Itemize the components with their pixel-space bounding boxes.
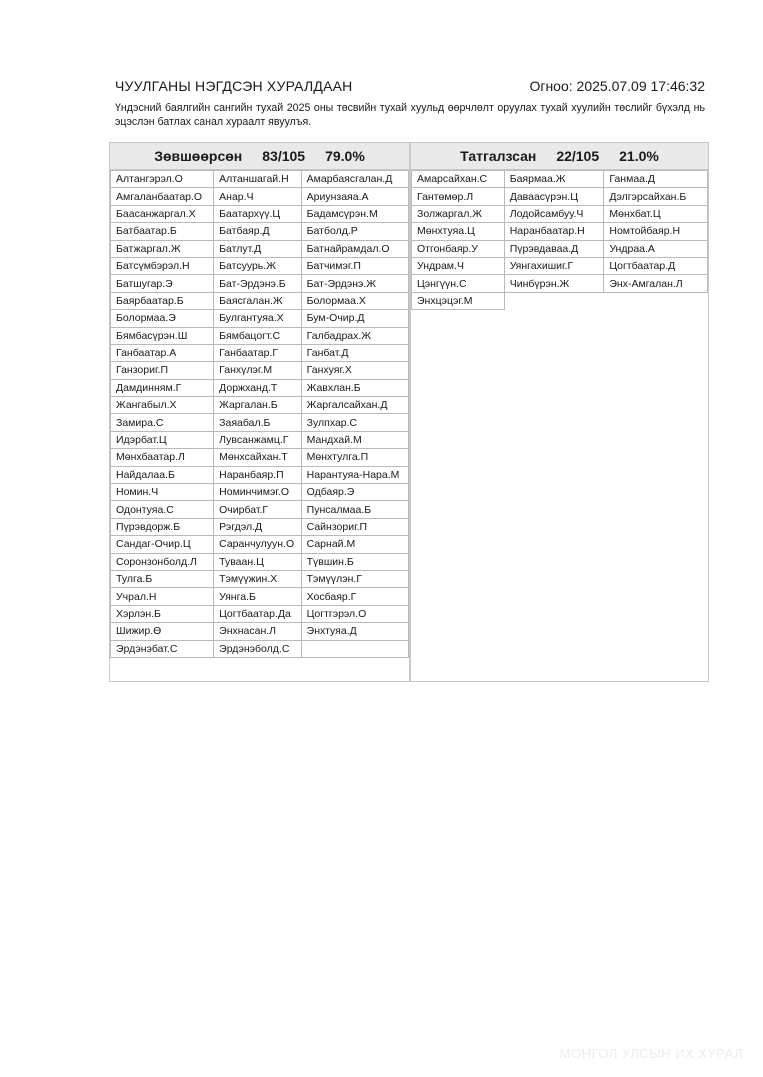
yes-voter-name-cell: Сайнзориг.П (301, 518, 408, 535)
yes-voter-name-cell: Доржханд.Т (214, 379, 302, 396)
no-votes-panel (410, 142, 709, 682)
yes-voter-name-cell: Баясгалан.Ж (214, 292, 302, 309)
yes-voter-name-cell: Цогтгэрэл.О (301, 605, 408, 622)
no-count: 22/105 (556, 148, 600, 164)
yes-voter-name-cell: Амарбаясгалан.Д (301, 171, 408, 188)
yes-voter-name-cell: Тулга.Б (111, 570, 214, 587)
yes-voter-row (111, 397, 409, 414)
no-voter-name-cell: Цогтбаатар.Д (604, 257, 708, 274)
no-voter-name-cell: Золжаргал.Ж (412, 205, 505, 222)
yes-voter-row (111, 501, 409, 518)
yes-voter-name-cell: Сандаг-Очир.Ц (111, 536, 214, 553)
yes-voter-name-cell: Саранчулуун.О (214, 536, 302, 553)
yes-voter-row (111, 205, 409, 222)
yes-voter-name-cell: Ганбаатар.Г (214, 344, 302, 361)
yes-voter-name-cell: Батжаргал.Ж (111, 240, 214, 257)
yes-voter-name-cell: Баатархүү.Ц (214, 205, 302, 222)
yes-percent: 79.0% (325, 148, 365, 164)
yes-voter-name-cell: Ганбаатар.А (111, 344, 214, 361)
no-voter-row (412, 223, 708, 240)
no-voter-name-cell: Отгонбаяр.У (412, 240, 505, 257)
yes-voter-name-cell: Ганхуяг.Х (301, 362, 408, 379)
yes-voter-row (111, 623, 409, 640)
no-voter-name-cell: Баярмаа.Ж (504, 171, 604, 188)
yes-votes-table (110, 170, 409, 658)
yes-voter-row (111, 570, 409, 587)
no-voter-name-cell: Энх-Амгалан.Л (604, 275, 708, 292)
yes-voter-name-cell: Соронзонболд.Л (111, 553, 214, 570)
yes-voter-name-cell: Түвшин.Б (301, 553, 408, 570)
yes-voter-name-cell: Ганхүлэг.М (214, 362, 302, 379)
yes-voter-row (111, 171, 409, 188)
yes-voter-name-cell: Эрдэнэболд.С (214, 640, 302, 657)
yes-voter-row (111, 414, 409, 431)
yes-voter-name-cell: Батбаяр.Д (214, 223, 302, 240)
yes-voter-name-cell: Шижир.Ө (111, 623, 214, 640)
no-voter-name-cell: Даваасүрэн.Ц (504, 188, 604, 205)
yes-voter-name-cell: Рэгдэл.Д (214, 518, 302, 535)
no-voter-name-cell: Ундрам.Ч (412, 257, 505, 274)
yes-voter-name-cell: Бат-Эрдэнэ.Б (214, 275, 302, 292)
yes-voter-name-cell: Тэмүүжин.Х (214, 570, 302, 587)
no-voter-row (412, 205, 708, 222)
yes-voter-name-cell: Баасанжаргал.Х (111, 205, 214, 222)
no-voter-row (412, 292, 708, 309)
yes-voter-row (111, 257, 409, 274)
yes-voter-name-cell: Жаргалан.Б (214, 397, 302, 414)
yes-voter-name-cell: Бум-Очир.Д (301, 310, 408, 327)
yes-voter-row (111, 518, 409, 535)
yes-count: 83/105 (262, 148, 306, 164)
yes-votes-header (110, 143, 409, 170)
no-voter-row (412, 188, 708, 205)
yes-voter-name-cell: Батшугар.Э (111, 275, 214, 292)
no-voter-name-cell: Уянгахишиг.Г (504, 257, 604, 274)
yes-voter-name-cell: Нарантуяа-Нара.М (301, 466, 408, 483)
no-percent: 21.0% (619, 148, 659, 164)
no-voter-name-cell: Мөнхтуяа.Ц (412, 223, 505, 240)
yes-voter-name-cell: Батсуурь.Ж (214, 257, 302, 274)
yes-voter-row (111, 327, 409, 344)
yes-voter-row (111, 449, 409, 466)
yes-voter-name-cell: Зулпхар.С (301, 414, 408, 431)
yes-voter-row (111, 605, 409, 622)
no-voter-row (412, 171, 708, 188)
yes-voter-name-cell: Болормаа.Э (111, 310, 214, 327)
yes-voter-name-cell: Номин.Ч (111, 484, 214, 501)
yes-voter-name-cell: Идэрбат.Ц (111, 431, 214, 448)
yes-voter-row (111, 223, 409, 240)
yes-voter-name-cell: Заяабал.Б (214, 414, 302, 431)
yes-voter-name-cell: Амгаланбаатар.О (111, 188, 214, 205)
yes-voter-name-cell: Галбадрах.Ж (301, 327, 408, 344)
yes-voter-row (111, 275, 409, 292)
yes-voter-name-cell: Хосбаяр.Г (301, 588, 408, 605)
yes-voter-name-cell: Бямбасүрэн.Ш (111, 327, 214, 344)
yes-voter-name-cell: Бат-Эрдэнэ.Ж (301, 275, 408, 292)
yes-voter-name-cell: Уянга.Б (214, 588, 302, 605)
yes-voter-row (111, 240, 409, 257)
no-voter-name-cell: Дэлгэрсайхан.Б (604, 188, 708, 205)
no-voter-name-cell: Мөнхбат.Ц (604, 205, 708, 222)
yes-voter-name-cell: Учрал.Н (111, 588, 214, 605)
no-voter-name-cell: Ундраа.А (604, 240, 708, 257)
yes-voter-name-cell: Мандхай.М (301, 431, 408, 448)
yes-voter-name-cell: Жангабыл.Х (111, 397, 214, 414)
yes-voter-name-cell: Батбаатар.Б (111, 223, 214, 240)
page-title: ЧУУЛГАНЫ НЭГДСЭН ХУРАЛДААН (115, 78, 353, 94)
yes-voter-row (111, 536, 409, 553)
no-voter-name-cell: Гантөмөр.Л (412, 188, 505, 205)
yes-voter-name-cell: Анар.Ч (214, 188, 302, 205)
yes-voter-name-cell: Наранбаяр.П (214, 466, 302, 483)
yes-voter-name-cell: Ганзориг.П (111, 362, 214, 379)
yes-voter-name-cell: Пунсалмаа.Б (301, 501, 408, 518)
no-label: Татгалзсан (460, 148, 537, 164)
no-voter-name-cell: Номтойбаяр.Н (604, 223, 708, 240)
yes-voter-row (111, 379, 409, 396)
no-votes-header (411, 143, 708, 170)
yes-voter-name-cell: Батболд.Р (301, 223, 408, 240)
no-voter-row (412, 240, 708, 257)
vote-date: Огноо: 2025.07.09 17:46:32 (529, 78, 705, 94)
yes-label: Зөвшөөрсөн (154, 148, 243, 164)
yes-voter-name-cell: Сарнай.М (301, 536, 408, 553)
yes-voter-name-cell: Эрдэнэбат.С (111, 640, 214, 657)
yes-voter-name-cell (301, 640, 408, 657)
yes-voter-row (111, 344, 409, 361)
yes-voter-name-cell: Одонтуяа.С (111, 501, 214, 518)
yes-voter-name-cell: Алтаншагай.Н (214, 171, 302, 188)
yes-voter-name-cell: Мөнхтулга.П (301, 449, 408, 466)
yes-voter-name-cell: Туваан.Ц (214, 553, 302, 570)
yes-voter-name-cell: Мөнхсайхан.Т (214, 449, 302, 466)
yes-voter-name-cell: Бадамсүрэн.М (301, 205, 408, 222)
yes-voter-name-cell: Энхтуяа.Д (301, 623, 408, 640)
no-voter-row (412, 257, 708, 274)
yes-voter-name-cell: Жаргалсайхан.Д (301, 397, 408, 414)
no-votes-table (411, 170, 708, 310)
yes-voter-row (111, 310, 409, 327)
yes-voter-name-cell: Мөнхбаатар.Л (111, 449, 214, 466)
yes-voter-row (111, 292, 409, 309)
yes-voter-name-cell: Ганбат.Д (301, 344, 408, 361)
yes-voter-name-cell: Жавхлан.Б (301, 379, 408, 396)
yes-voter-row (111, 188, 409, 205)
yes-voter-name-cell: Энхнасан.Л (214, 623, 302, 640)
yes-voter-row (111, 431, 409, 448)
yes-voter-name-cell: Тэмүүлэн.Г (301, 570, 408, 587)
no-voter-name-cell: Лодойсамбуу.Ч (504, 205, 604, 222)
yes-voter-name-cell: Булгантуяа.Х (214, 310, 302, 327)
yes-voter-row (111, 588, 409, 605)
yes-voter-name-cell: Батлут.Д (214, 240, 302, 257)
yes-voter-name-cell: Болормаа.Х (301, 292, 408, 309)
yes-voter-row (111, 484, 409, 501)
yes-voter-name-cell: Хэрлэн.Б (111, 605, 214, 622)
no-voter-name-cell: Пүрэвдаваа.Д (504, 240, 604, 257)
yes-voter-name-cell: Замира.С (111, 414, 214, 431)
document-header (115, 78, 705, 98)
yes-voter-row (111, 362, 409, 379)
vote-description: Үндэсний баялгийн сангийн тухай 2025 оны төсвийн тухай хуульд өөрчлөлт оруулах тухай хуулийн төслийг бүхэлд нь эцэслэн батлах санал хураалт явуулъя. (115, 102, 705, 128)
yes-voter-name-cell: Лувсанжамц.Г (214, 431, 302, 448)
no-voter-name-cell: Чинбүрэн.Ж (504, 275, 604, 292)
yes-voter-name-cell: Пүрэвдорж.Б (111, 518, 214, 535)
yes-voter-row (111, 553, 409, 570)
yes-voter-name-cell: Цогтбаатар.Да (214, 605, 302, 622)
yes-voter-name-cell: Одбаяр.Э (301, 484, 408, 501)
no-voter-name-cell: Энхцэцэг.М (412, 292, 505, 309)
yes-voter-name-cell: Номинчимэг.О (214, 484, 302, 501)
yes-voter-row (111, 640, 409, 657)
yes-voter-name-cell: Баярбаатар.Б (111, 292, 214, 309)
yes-voter-name-cell: Батсүмбэрэл.Н (111, 257, 214, 274)
no-voter-name-cell: Наранбаатар.Н (504, 223, 604, 240)
no-voter-name-cell: Амарсайхан.С (412, 171, 505, 188)
yes-voter-name-cell: Очирбат.Г (214, 501, 302, 518)
watermark: МОНГОЛ УЛСЫН ИХ ХУРАЛ (559, 1046, 743, 1061)
yes-voter-name-cell: Ариунзаяа.А (301, 188, 408, 205)
yes-voter-name-cell: Алтангэрэл.О (111, 171, 214, 188)
yes-voter-row (111, 466, 409, 483)
yes-voter-name-cell: Батнайрамдал.О (301, 240, 408, 257)
no-voter-row (412, 275, 708, 292)
yes-votes-panel (109, 142, 410, 682)
yes-voter-name-cell: Батчимэг.П (301, 257, 408, 274)
no-voter-name-cell: Цэнгүүн.С (412, 275, 505, 292)
no-voter-name-cell: Ганмаа.Д (604, 171, 708, 188)
yes-voter-name-cell: Бямбацогт.С (214, 327, 302, 344)
yes-voter-name-cell: Дамдинням.Г (111, 379, 214, 396)
yes-voter-name-cell: Найдалаа.Б (111, 466, 214, 483)
